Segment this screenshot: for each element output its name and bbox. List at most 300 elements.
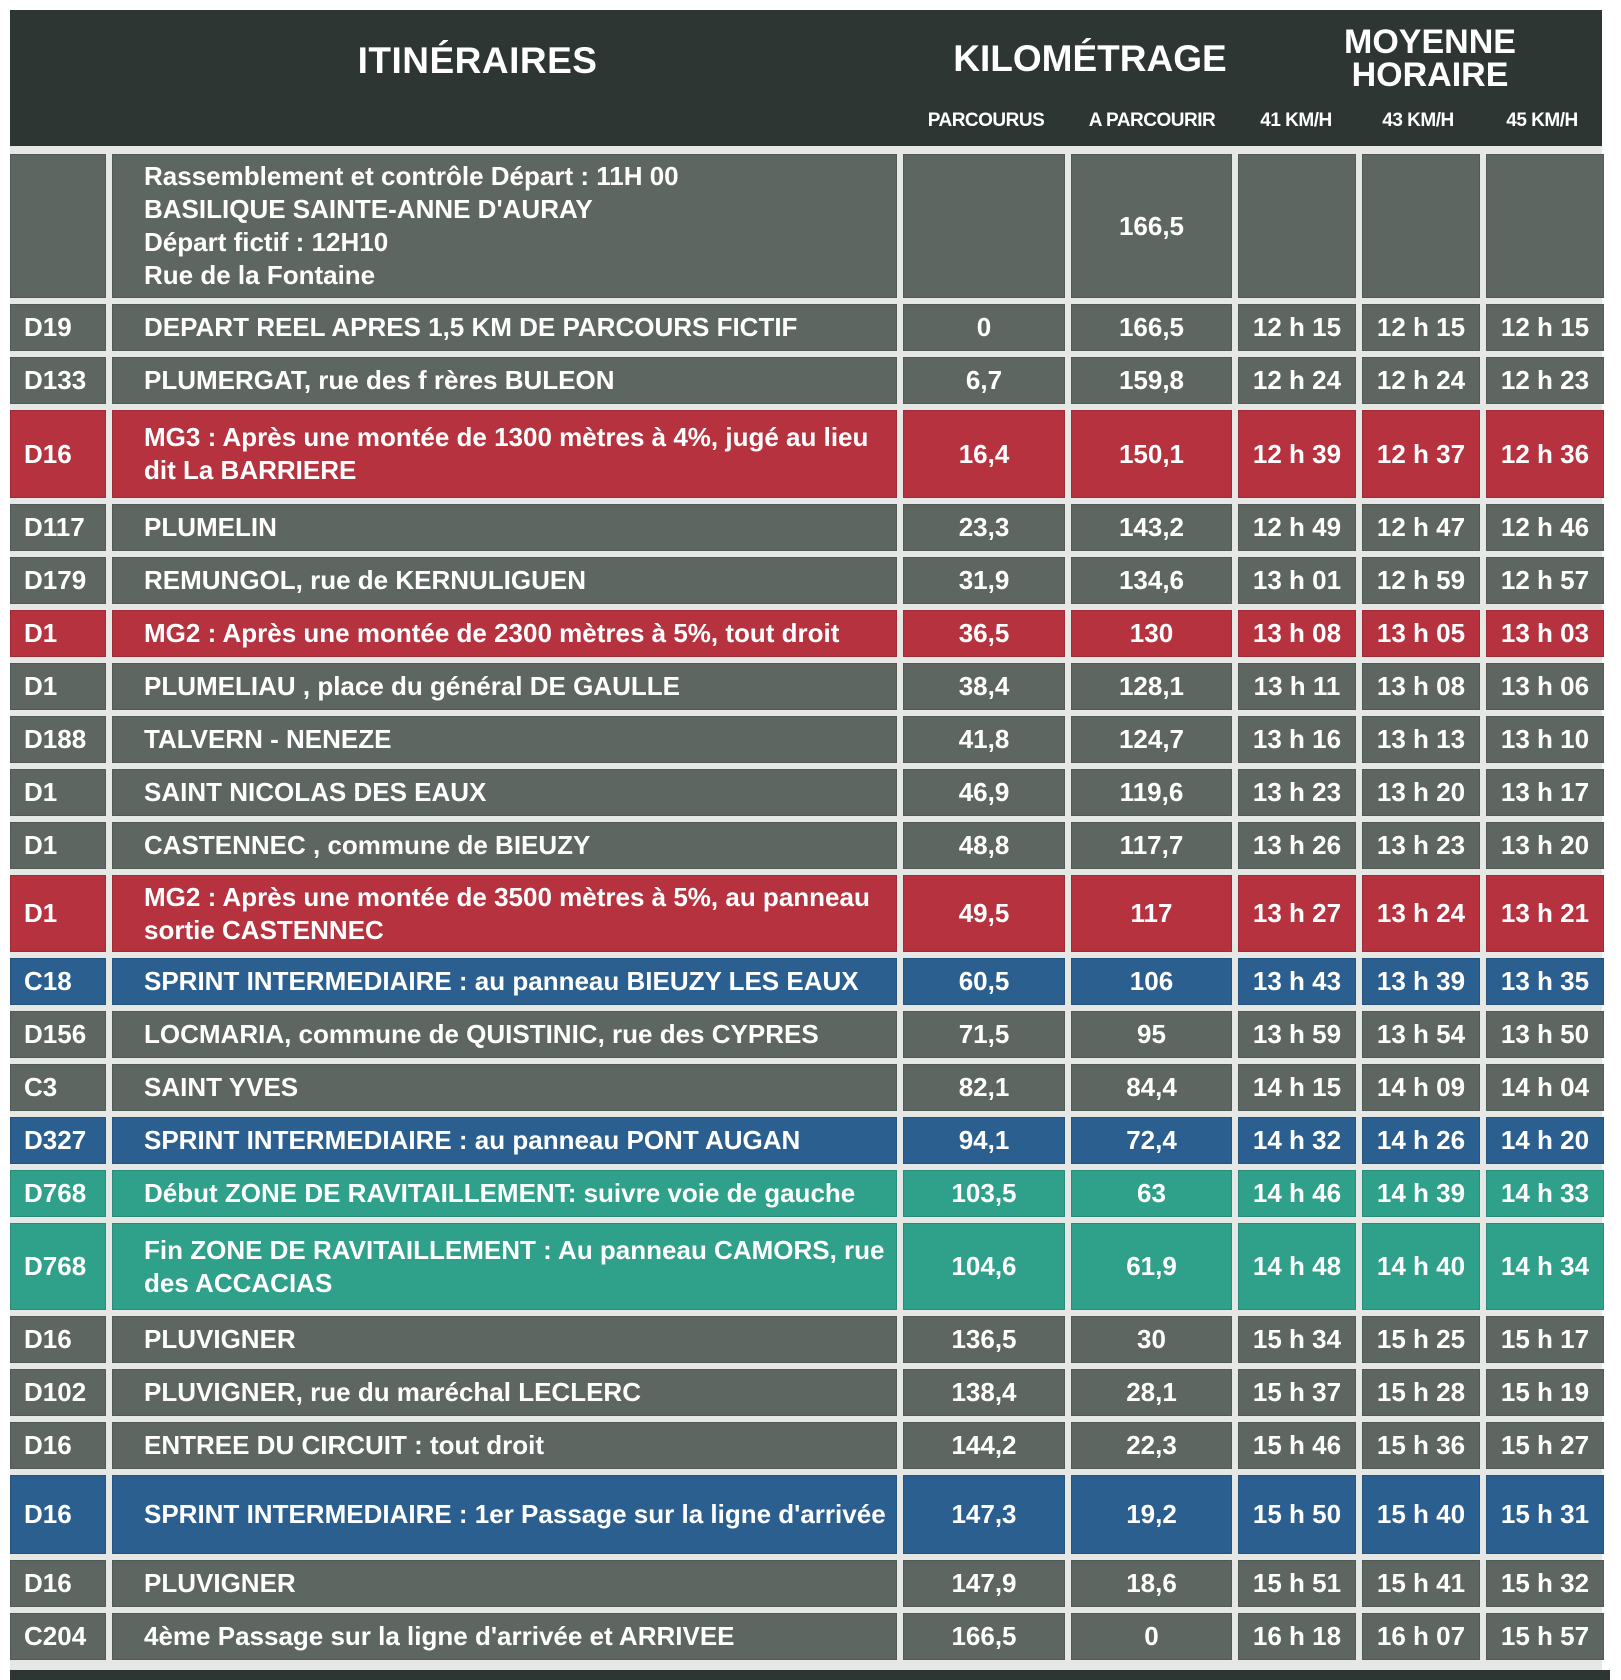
road-cell-text: D16 bbox=[24, 1324, 72, 1354]
description-cell bbox=[112, 410, 897, 498]
time-41-cell bbox=[1238, 875, 1356, 952]
time-45-cell-text: 13 h 21 bbox=[1500, 898, 1590, 928]
description-cell-text: 4ème Passage sur la ligne d'arrivée et ARRIVEE bbox=[144, 1621, 735, 1651]
time-43-cell-text: 13 h 05 bbox=[1376, 618, 1466, 648]
time-41-cell bbox=[1238, 1560, 1356, 1607]
table-row bbox=[10, 504, 1610, 551]
km-parcourus-cell-text: 38,4 bbox=[958, 671, 1010, 701]
road-cell-text: D16 bbox=[24, 1430, 72, 1460]
time-43-cell-text: 13 h 39 bbox=[1376, 966, 1466, 996]
table-row bbox=[10, 958, 1610, 1005]
km-parcourus-cell bbox=[903, 1560, 1065, 1607]
header-kilometrage: KILOMÉTRAGE bbox=[953, 38, 1227, 79]
road-cell-text: D133 bbox=[24, 365, 87, 395]
time-43-cell bbox=[1362, 875, 1480, 952]
time-43-cell bbox=[1362, 410, 1480, 498]
road-cell-text: D16 bbox=[24, 1568, 72, 1598]
road-cell bbox=[10, 1117, 106, 1164]
itinerary-table bbox=[10, 154, 1610, 1666]
road-cell-text: D1 bbox=[24, 777, 58, 807]
time-41-cell-text: 15 h 34 bbox=[1252, 1324, 1342, 1354]
km-a-parcourir-cell-text: 150,1 bbox=[1118, 438, 1185, 469]
time-43-cell-text: 14 h 09 bbox=[1376, 1072, 1466, 1102]
time-45-cell bbox=[1486, 1011, 1604, 1058]
header-moyenne-horaire bbox=[1295, 23, 1565, 94]
km-parcourus-cell bbox=[903, 958, 1065, 1005]
road-cell-text: D768 bbox=[24, 1251, 87, 1281]
km-a-parcourir-cell-text: 143,2 bbox=[1118, 512, 1185, 542]
km-a-parcourir-cell-text: 18,6 bbox=[1126, 1568, 1177, 1598]
road-cell-text: D16 bbox=[24, 438, 72, 469]
time-45-cell bbox=[1486, 663, 1604, 710]
km-a-parcourir-cell bbox=[1071, 1369, 1232, 1416]
time-41-cell-text: 13 h 01 bbox=[1252, 565, 1342, 595]
time-41-cell-text: 13 h 59 bbox=[1252, 1019, 1342, 1049]
time-41-cell-text: 13 h 08 bbox=[1252, 618, 1342, 648]
description-cell bbox=[112, 1422, 897, 1469]
km-a-parcourir-cell bbox=[1071, 357, 1232, 404]
km-parcourus-cell bbox=[903, 1064, 1065, 1111]
road-cell bbox=[10, 663, 106, 710]
time-41-cell-text: 15 h 51 bbox=[1252, 1568, 1342, 1598]
km-a-parcourir-cell-text: 117,7 bbox=[1119, 830, 1184, 860]
time-41-cell bbox=[1238, 958, 1356, 1005]
table-row bbox=[10, 769, 1610, 816]
km-a-parcourir-cell bbox=[1071, 716, 1232, 763]
description-cell-text: PLUMELIN bbox=[144, 512, 277, 542]
km-a-parcourir-cell bbox=[1071, 504, 1232, 551]
km-parcourus-cell-text: 46,9 bbox=[958, 777, 1010, 807]
km-a-parcourir-cell-text: 63 bbox=[1137, 1178, 1166, 1208]
time-45-cell-text: 15 h 31 bbox=[1500, 1499, 1590, 1529]
km-parcourus-cell-text: 103,5 bbox=[951, 1178, 1017, 1208]
road-cell bbox=[10, 1011, 106, 1058]
time-41-cell-text: 13 h 27 bbox=[1252, 898, 1342, 928]
km-parcourus-cell bbox=[903, 1422, 1065, 1469]
table-row bbox=[10, 875, 1610, 952]
time-43-cell-text: 13 h 20 bbox=[1376, 777, 1466, 807]
km-parcourus-cell-text: 36,5 bbox=[958, 618, 1010, 648]
road-cell bbox=[10, 875, 106, 952]
description-cell-text: SPRINT INTERMEDIAIRE : au panneau BIEUZY LES EAUX bbox=[144, 966, 859, 996]
table-row bbox=[10, 1475, 1610, 1554]
time-43-cell bbox=[1362, 1475, 1480, 1554]
time-43-cell bbox=[1362, 357, 1480, 404]
km-a-parcourir-cell bbox=[1071, 1117, 1232, 1164]
time-45-cell-text: 13 h 10 bbox=[1500, 724, 1590, 754]
road-cell bbox=[10, 1422, 106, 1469]
km-a-parcourir-cell bbox=[1071, 557, 1232, 604]
time-41-cell-text: 13 h 11 bbox=[1253, 671, 1341, 701]
km-parcourus-cell bbox=[903, 1117, 1065, 1164]
time-43-cell bbox=[1362, 1170, 1480, 1217]
km-a-parcourir-cell bbox=[1071, 1316, 1232, 1363]
time-41-cell-text: 14 h 15 bbox=[1252, 1072, 1342, 1102]
time-45-cell-text: 15 h 19 bbox=[1500, 1377, 1590, 1407]
km-a-parcourir-cell-text: 61,9 bbox=[1126, 1251, 1177, 1281]
description-cell bbox=[112, 875, 897, 952]
time-41-cell-text: 13 h 16 bbox=[1252, 724, 1342, 754]
description-cell-text: DEPART REEL APRES 1,5 KM DE PARCOURS FICTIF bbox=[144, 312, 798, 342]
description-cell bbox=[112, 304, 897, 351]
time-41-cell bbox=[1238, 154, 1356, 298]
km-parcourus-cell bbox=[903, 410, 1065, 498]
km-a-parcourir-cell bbox=[1071, 1475, 1232, 1554]
time-43-cell bbox=[1362, 154, 1480, 298]
road-cell bbox=[10, 1560, 106, 1607]
table-row bbox=[10, 1011, 1610, 1058]
description-cell bbox=[112, 1369, 897, 1416]
km-a-parcourir-cell-text: 166,5 bbox=[1118, 210, 1185, 241]
time-43-cell-text: 15 h 25 bbox=[1376, 1324, 1466, 1354]
table-row bbox=[10, 557, 1610, 604]
road-cell-text: D117 bbox=[24, 512, 85, 542]
time-45-cell-text: 13 h 06 bbox=[1500, 671, 1590, 701]
time-43-cell-text: 16 h 07 bbox=[1376, 1621, 1466, 1651]
description-cell-text: LOCMARIA, commune de QUISTINIC, rue des CYPRES bbox=[144, 1019, 819, 1049]
time-43-cell bbox=[1362, 1117, 1480, 1164]
km-parcourus-cell-text: 71,5 bbox=[958, 1019, 1010, 1049]
description-cell-text: MG3 : Après une montée de 1300 mètres à 4%, jugé au lieu dit La BARRIERE bbox=[144, 422, 869, 485]
description-cell-text: MG2 : Après une montée de 3500 mètres à 5%, au panneau sortie CASTENNEC bbox=[144, 881, 870, 945]
time-45-cell bbox=[1486, 1316, 1604, 1363]
time-45-cell bbox=[1486, 410, 1604, 498]
description-cell-text: TALVERN - NENEZE bbox=[144, 724, 392, 754]
time-43-cell-text: 12 h 59 bbox=[1376, 565, 1466, 595]
table-row bbox=[10, 1223, 1610, 1310]
table-row bbox=[10, 1613, 1610, 1660]
road-cell-text: C3 bbox=[24, 1072, 58, 1102]
km-a-parcourir-cell-text: 117 bbox=[1130, 898, 1173, 928]
time-41-cell bbox=[1238, 1064, 1356, 1111]
road-cell-text: D179 bbox=[24, 565, 87, 595]
time-43-cell-text: 15 h 40 bbox=[1376, 1499, 1466, 1529]
description-cell bbox=[112, 1316, 897, 1363]
time-43-cell bbox=[1362, 1422, 1480, 1469]
table-header bbox=[10, 10, 1602, 146]
km-parcourus-cell-text: 104,6 bbox=[951, 1251, 1017, 1281]
time-43-cell bbox=[1362, 1223, 1480, 1310]
time-45-cell-text: 14 h 34 bbox=[1500, 1251, 1590, 1281]
description-cell-text: MG2 : Après une montée de 2300 mètres à 5%, tout droit bbox=[144, 618, 840, 648]
km-parcourus-cell bbox=[903, 1170, 1065, 1217]
description-cell bbox=[112, 1170, 897, 1217]
time-43-cell-text: 13 h 13 bbox=[1376, 724, 1466, 754]
km-parcourus-cell bbox=[903, 769, 1065, 816]
time-43-cell bbox=[1362, 304, 1480, 351]
time-41-cell-text: 14 h 48 bbox=[1252, 1251, 1342, 1281]
description-cell-text: REMUNGOL, rue de KERNULIGUEN bbox=[144, 565, 587, 595]
description-cell-text: Fin ZONE DE RAVITAILLEMENT : Au panneau CAMORS, rue des ACCACIAS bbox=[144, 1234, 885, 1298]
km-a-parcourir-cell-text: 30 bbox=[1137, 1324, 1166, 1354]
description-cell bbox=[112, 1064, 897, 1111]
time-45-cell bbox=[1486, 1064, 1604, 1111]
description-cell-text: PLUVIGNER bbox=[144, 1324, 296, 1354]
description-cell bbox=[112, 1475, 897, 1554]
time-41-cell-text: 16 h 18 bbox=[1252, 1621, 1342, 1651]
time-45-cell bbox=[1486, 769, 1604, 816]
description-cell-text: PLUVIGNER, rue du maréchal LECLERC bbox=[144, 1377, 641, 1407]
table-row bbox=[10, 410, 1610, 498]
time-43-cell bbox=[1362, 557, 1480, 604]
km-a-parcourir-cell-text: 130 bbox=[1129, 618, 1174, 648]
road-cell bbox=[10, 716, 106, 763]
road-cell bbox=[10, 1316, 106, 1363]
road-cell-text: D1 bbox=[24, 830, 58, 860]
road-cell bbox=[10, 769, 106, 816]
description-cell-text: SAINT NICOLAS DES EAUX bbox=[144, 777, 487, 807]
road-cell-text: D156 bbox=[24, 1019, 87, 1049]
header-parcourus: PARCOURUS bbox=[927, 110, 1045, 131]
time-45-cell bbox=[1486, 958, 1604, 1005]
table-row bbox=[10, 663, 1610, 710]
time-45-cell-text: 13 h 03 bbox=[1500, 618, 1590, 648]
road-cell bbox=[10, 1369, 106, 1416]
description-cell bbox=[112, 1117, 897, 1164]
km-a-parcourir-cell bbox=[1071, 154, 1232, 298]
table-row bbox=[10, 610, 1610, 657]
table-row bbox=[10, 304, 1610, 351]
time-41-cell-text: 15 h 50 bbox=[1252, 1499, 1342, 1529]
km-parcourus-cell bbox=[903, 1369, 1065, 1416]
km-parcourus-cell bbox=[903, 154, 1065, 298]
time-43-cell bbox=[1362, 716, 1480, 763]
road-cell bbox=[10, 304, 106, 351]
time-45-cell bbox=[1486, 557, 1604, 604]
time-41-cell bbox=[1238, 1369, 1356, 1416]
road-cell bbox=[10, 504, 106, 551]
time-43-cell bbox=[1362, 1011, 1480, 1058]
table-row bbox=[10, 822, 1610, 869]
road-cell-text: D1 bbox=[24, 898, 58, 928]
road-cell-text: C18 bbox=[24, 966, 72, 996]
road-cell bbox=[10, 410, 106, 498]
time-43-cell-text: 13 h 23 bbox=[1376, 830, 1466, 860]
road-cell bbox=[10, 610, 106, 657]
road-cell-text: D102 bbox=[24, 1377, 87, 1407]
table-row bbox=[10, 1369, 1610, 1416]
road-cell bbox=[10, 822, 106, 869]
time-43-cell bbox=[1362, 1369, 1480, 1416]
km-parcourus-cell bbox=[903, 822, 1065, 869]
time-41-cell bbox=[1238, 1117, 1356, 1164]
road-cell-text: D19 bbox=[24, 312, 72, 342]
time-43-cell bbox=[1362, 958, 1480, 1005]
time-45-cell bbox=[1486, 1613, 1604, 1660]
time-45-cell bbox=[1486, 1560, 1604, 1607]
km-a-parcourir-cell-text: 84,4 bbox=[1126, 1072, 1177, 1102]
description-cell bbox=[112, 1613, 897, 1660]
table-row bbox=[10, 154, 1610, 298]
km-a-parcourir-cell bbox=[1071, 1064, 1232, 1111]
time-41-cell-text: 12 h 15 bbox=[1252, 312, 1342, 342]
km-parcourus-cell-text: 136,5 bbox=[951, 1324, 1017, 1354]
time-45-cell-text: 12 h 15 bbox=[1500, 312, 1590, 342]
km-a-parcourir-cell bbox=[1071, 1223, 1232, 1310]
time-43-cell-text: 12 h 24 bbox=[1376, 365, 1466, 395]
km-parcourus-cell-text: 49,5 bbox=[958, 898, 1010, 928]
road-cell-text: D188 bbox=[24, 724, 87, 754]
time-45-cell bbox=[1486, 1369, 1604, 1416]
time-45-cell bbox=[1486, 154, 1604, 298]
time-45-cell bbox=[1486, 1117, 1604, 1164]
km-a-parcourir-cell bbox=[1071, 769, 1232, 816]
time-45-cell bbox=[1486, 1475, 1604, 1554]
time-41-cell bbox=[1238, 357, 1356, 404]
km-a-parcourir-cell-text: 128,1 bbox=[1118, 671, 1185, 701]
km-a-parcourir-cell-text: 119,6 bbox=[1119, 777, 1184, 807]
time-43-cell bbox=[1362, 663, 1480, 710]
km-a-parcourir-cell bbox=[1071, 1011, 1232, 1058]
table-row bbox=[10, 1316, 1610, 1363]
time-43-cell-text: 15 h 28 bbox=[1376, 1377, 1466, 1407]
time-41-cell bbox=[1238, 1223, 1356, 1310]
km-a-parcourir-cell bbox=[1071, 610, 1232, 657]
time-41-cell bbox=[1238, 1011, 1356, 1058]
time-45-cell bbox=[1486, 304, 1604, 351]
km-parcourus-cell bbox=[903, 357, 1065, 404]
time-45-cell-text: 12 h 23 bbox=[1500, 365, 1590, 395]
description-cell-text: PLUMELIAU , place du général DE GAULLE bbox=[144, 671, 680, 701]
time-43-cell-text: 12 h 15 bbox=[1376, 312, 1466, 342]
time-41-cell bbox=[1238, 1422, 1356, 1469]
km-parcourus-cell-text: 16,4 bbox=[958, 438, 1010, 469]
description-cell bbox=[112, 1223, 897, 1310]
time-41-cell bbox=[1238, 304, 1356, 351]
time-41-cell bbox=[1238, 557, 1356, 604]
km-parcourus-cell-text: 23,3 bbox=[958, 512, 1010, 542]
km-parcourus-cell-text: 144,2 bbox=[951, 1430, 1017, 1460]
time-41-cell bbox=[1238, 504, 1356, 551]
description-cell bbox=[112, 1560, 897, 1607]
table-row bbox=[10, 1422, 1610, 1469]
description-cell-text: SPRINT INTERMEDIAIRE : au panneau PONT AUGAN bbox=[144, 1125, 801, 1155]
description-cell-text: SAINT YVES bbox=[144, 1072, 299, 1102]
time-41-cell-text: 12 h 39 bbox=[1252, 438, 1342, 469]
time-45-cell-text: 15 h 27 bbox=[1500, 1430, 1590, 1460]
time-43-cell bbox=[1362, 822, 1480, 869]
table-row bbox=[10, 1560, 1610, 1607]
time-45-cell-text: 13 h 50 bbox=[1500, 1019, 1590, 1049]
description-cell bbox=[112, 557, 897, 604]
km-a-parcourir-cell-text: 28,1 bbox=[1126, 1377, 1177, 1407]
km-parcourus-cell-text: 147,9 bbox=[951, 1568, 1017, 1598]
description-cell bbox=[112, 822, 897, 869]
km-a-parcourir-cell bbox=[1071, 875, 1232, 952]
time-43-cell-text: 14 h 26 bbox=[1376, 1125, 1466, 1155]
time-41-cell-text: 13 h 26 bbox=[1252, 830, 1342, 860]
time-45-cell-text: 12 h 36 bbox=[1500, 438, 1590, 469]
km-parcourus-cell-text: 31,9 bbox=[958, 565, 1010, 595]
km-parcourus-cell bbox=[903, 304, 1065, 351]
km-parcourus-cell bbox=[903, 1223, 1065, 1310]
km-parcourus-cell bbox=[903, 663, 1065, 710]
time-45-cell-text: 15 h 17 bbox=[1500, 1324, 1590, 1354]
km-parcourus-cell-text: 94,1 bbox=[958, 1125, 1010, 1155]
description-cell-text: Début ZONE DE RAVITAILLEMENT: suivre voie de gauche bbox=[144, 1178, 856, 1208]
road-cell-text: D1 bbox=[24, 618, 58, 648]
description-cell bbox=[112, 1011, 897, 1058]
road-cell bbox=[10, 1064, 106, 1111]
road-cell-text: D768 bbox=[24, 1178, 87, 1208]
km-a-parcourir-cell bbox=[1071, 1170, 1232, 1217]
time-43-cell-text: 12 h 37 bbox=[1376, 438, 1466, 469]
time-41-cell bbox=[1238, 1475, 1356, 1554]
description-cell-text: Rassemblement et contrôle Départ : 11H 00 BASILIQUE SAINTE-ANNE D'AURAY Départ fictif : 12H10 Rue de la Fontaine bbox=[144, 161, 679, 290]
header-itineraires: ITINÉRAIRES bbox=[357, 40, 598, 81]
time-41-cell bbox=[1238, 410, 1356, 498]
km-parcourus-cell-text: 166,5 bbox=[951, 1621, 1017, 1651]
km-a-parcourir-cell bbox=[1071, 958, 1232, 1005]
time-41-cell-text: 14 h 32 bbox=[1252, 1125, 1342, 1155]
header-speed-41: 41 KM/H bbox=[1260, 110, 1332, 131]
time-41-cell bbox=[1238, 769, 1356, 816]
road-cell-text: D1 bbox=[24, 671, 58, 701]
km-a-parcourir-cell-text: 0 bbox=[1144, 1621, 1159, 1651]
time-43-cell bbox=[1362, 769, 1480, 816]
description-cell bbox=[112, 610, 897, 657]
header-moyenne-line2: HORAIRE bbox=[1351, 56, 1509, 94]
road-cell-text: D16 bbox=[24, 1499, 72, 1529]
time-41-cell-text: 13 h 23 bbox=[1252, 777, 1342, 807]
time-41-cell bbox=[1238, 716, 1356, 763]
description-cell bbox=[112, 357, 897, 404]
km-parcourus-cell-text: 138,4 bbox=[951, 1377, 1017, 1407]
time-45-cell bbox=[1486, 610, 1604, 657]
table-row bbox=[10, 1117, 1610, 1164]
km-parcourus-cell bbox=[903, 610, 1065, 657]
km-a-parcourir-cell bbox=[1071, 822, 1232, 869]
road-cell bbox=[10, 1223, 106, 1310]
road-cell bbox=[10, 1170, 106, 1217]
km-a-parcourir-cell bbox=[1071, 1613, 1232, 1660]
road-cell bbox=[10, 557, 106, 604]
road-cell bbox=[10, 958, 106, 1005]
description-cell-text: SPRINT INTERMEDIAIRE : 1er Passage sur la ligne d'arrivée bbox=[144, 1499, 886, 1529]
time-45-cell bbox=[1486, 504, 1604, 551]
km-a-parcourir-cell bbox=[1071, 1422, 1232, 1469]
km-a-parcourir-cell-text: 124,7 bbox=[1118, 724, 1185, 754]
description-cell-text: PLUMERGAT, rue des f rères BULEON bbox=[144, 365, 615, 395]
km-a-parcourir-cell bbox=[1071, 663, 1232, 710]
km-parcourus-cell-text: 60,5 bbox=[958, 966, 1010, 996]
time-43-cell-text: 13 h 54 bbox=[1376, 1019, 1466, 1049]
km-parcourus-cell-text: 0 bbox=[976, 312, 992, 342]
time-45-cell bbox=[1486, 875, 1604, 952]
km-a-parcourir-cell-text: 166,5 bbox=[1118, 312, 1185, 342]
time-43-cell-text: 14 h 39 bbox=[1376, 1178, 1466, 1208]
footer-bar bbox=[10, 1670, 1610, 1680]
km-parcourus-cell bbox=[903, 1475, 1065, 1554]
time-45-cell bbox=[1486, 1170, 1604, 1217]
time-43-cell-text: 15 h 41 bbox=[1376, 1568, 1466, 1598]
table-row bbox=[10, 716, 1610, 763]
km-parcourus-cell bbox=[903, 875, 1065, 952]
time-45-cell bbox=[1486, 1223, 1604, 1310]
time-41-cell-text: 14 h 46 bbox=[1252, 1178, 1342, 1208]
time-45-cell-text: 14 h 04 bbox=[1500, 1072, 1590, 1102]
time-43-cell bbox=[1362, 1316, 1480, 1363]
km-a-parcourir-cell-text: 159,8 bbox=[1118, 365, 1185, 395]
time-45-cell bbox=[1486, 357, 1604, 404]
time-43-cell bbox=[1362, 610, 1480, 657]
km-parcourus-cell-text: 6,7 bbox=[965, 365, 1003, 395]
header-speed-45: 45 KM/H bbox=[1506, 110, 1578, 131]
description-cell-text: PLUVIGNER bbox=[144, 1568, 296, 1598]
km-a-parcourir-cell bbox=[1071, 1560, 1232, 1607]
header-moyenne-line1: MOYENNE bbox=[1344, 23, 1516, 61]
km-parcourus-cell-text: 48,8 bbox=[958, 830, 1010, 860]
